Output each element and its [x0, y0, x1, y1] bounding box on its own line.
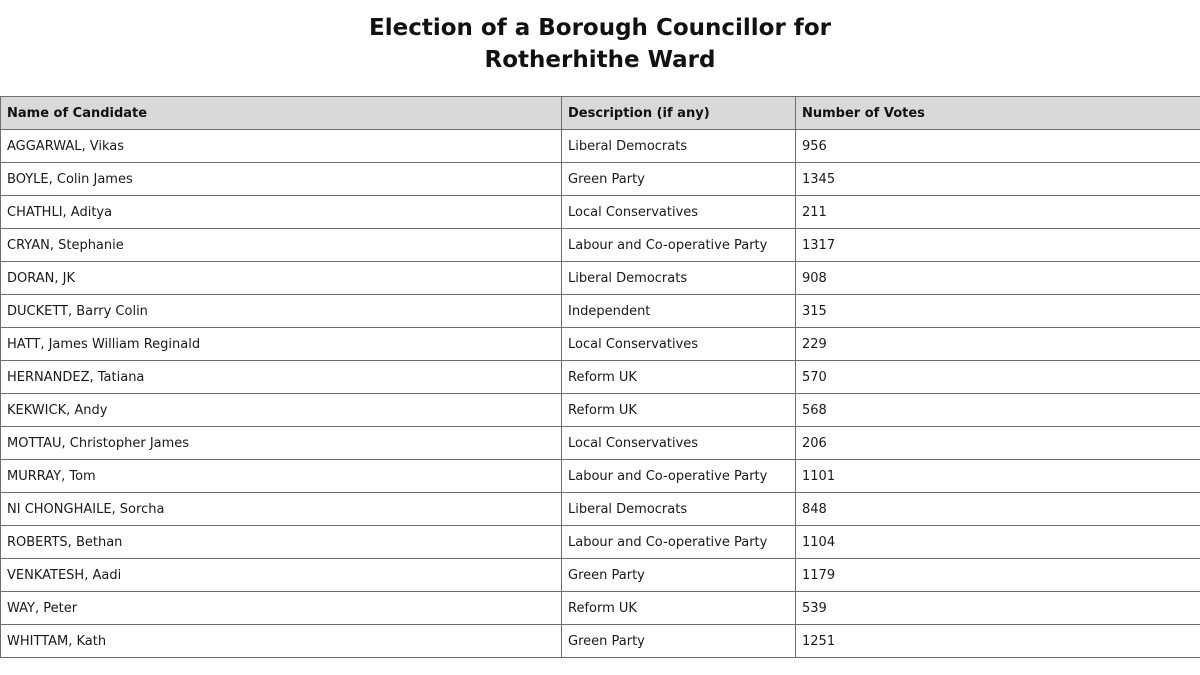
table-row [1, 460, 1200, 493]
table-row [1, 427, 1200, 460]
table-row [1, 625, 1200, 658]
votes-cell: 229 [796, 328, 1200, 361]
description-cell: Green Party [562, 559, 796, 592]
votes-cell: 206 [796, 427, 1200, 460]
description-cell: Independent [562, 295, 796, 328]
description-cell: Liberal Democrats [562, 493, 796, 526]
description-cell: Labour and Co-operative Party [562, 229, 796, 262]
description-cell: Labour and Co-operative Party [562, 526, 796, 559]
header-number-of-votes: Number of Votes [796, 97, 1200, 130]
votes-cell: 1179 [796, 559, 1200, 592]
table-row [1, 394, 1200, 427]
votes-cell: 848 [796, 493, 1200, 526]
table-row [1, 526, 1200, 559]
description-cell: Green Party [562, 163, 796, 196]
table-row [1, 295, 1200, 328]
description-cell: Green Party [562, 625, 796, 658]
description-cell: Reform UK [562, 394, 796, 427]
table-row [1, 328, 1200, 361]
results-table [0, 96, 1200, 658]
votes-cell: 1251 [796, 625, 1200, 658]
description-cell: Local Conservatives [562, 427, 796, 460]
candidate-name-cell: DORAN, JK [1, 262, 562, 295]
description-cell: Local Conservatives [562, 196, 796, 229]
candidate-name-cell: NI CHONGHAILE, Sorcha [1, 493, 562, 526]
candidate-name-cell: KEKWICK, Andy [1, 394, 562, 427]
header-candidate-name: Name of Candidate [1, 97, 562, 130]
votes-cell: 1317 [796, 229, 1200, 262]
votes-cell: 1101 [796, 460, 1200, 493]
votes-cell: 956 [796, 130, 1200, 163]
votes-cell: 570 [796, 361, 1200, 394]
candidate-name-cell: MOTTAU, Christopher James [1, 427, 562, 460]
votes-cell: 908 [796, 262, 1200, 295]
candidate-name-cell: VENKATESH, Aadi [1, 559, 562, 592]
candidate-name-cell: HATT, James William Reginald [1, 328, 562, 361]
title-line-1: Election of a Borough Councillor for [369, 15, 831, 41]
votes-cell: 1104 [796, 526, 1200, 559]
candidate-name-cell: WHITTAM, Kath [1, 625, 562, 658]
votes-cell: 1345 [796, 163, 1200, 196]
votes-cell: 315 [796, 295, 1200, 328]
table-row [1, 559, 1200, 592]
description-cell: Reform UK [562, 361, 796, 394]
candidate-name-cell: CRYAN, Stephanie [1, 229, 562, 262]
candidate-name-cell: CHATHLI, Aditya [1, 196, 562, 229]
table-row [1, 130, 1200, 163]
description-cell: Liberal Democrats [562, 130, 796, 163]
description-cell: Reform UK [562, 592, 796, 625]
description-cell: Local Conservatives [562, 328, 796, 361]
candidate-name-cell: HERNANDEZ, Tatiana [1, 361, 562, 394]
page-title [0, 12, 1200, 76]
table-row [1, 361, 1200, 394]
table-row [1, 592, 1200, 625]
votes-cell: 568 [796, 394, 1200, 427]
table-header-row [1, 97, 1200, 130]
description-cell: Labour and Co-operative Party [562, 460, 796, 493]
candidate-name-cell: WAY, Peter [1, 592, 562, 625]
votes-cell: 539 [796, 592, 1200, 625]
table-body [1, 130, 1200, 658]
description-cell: Liberal Democrats [562, 262, 796, 295]
candidate-name-cell: ROBERTS, Bethan [1, 526, 562, 559]
table-row [1, 262, 1200, 295]
table-row [1, 196, 1200, 229]
candidate-name-cell: BOYLE, Colin James [1, 163, 562, 196]
table-row [1, 163, 1200, 196]
table-row [1, 229, 1200, 262]
candidate-name-cell: AGGARWAL, Vikas [1, 130, 562, 163]
table-row [1, 493, 1200, 526]
header-description: Description (if any) [562, 97, 796, 130]
candidate-name-cell: DUCKETT, Barry Colin [1, 295, 562, 328]
candidate-name-cell: MURRAY, Tom [1, 460, 562, 493]
votes-cell: 211 [796, 196, 1200, 229]
title-line-2: Rotherhithe Ward [484, 47, 716, 73]
